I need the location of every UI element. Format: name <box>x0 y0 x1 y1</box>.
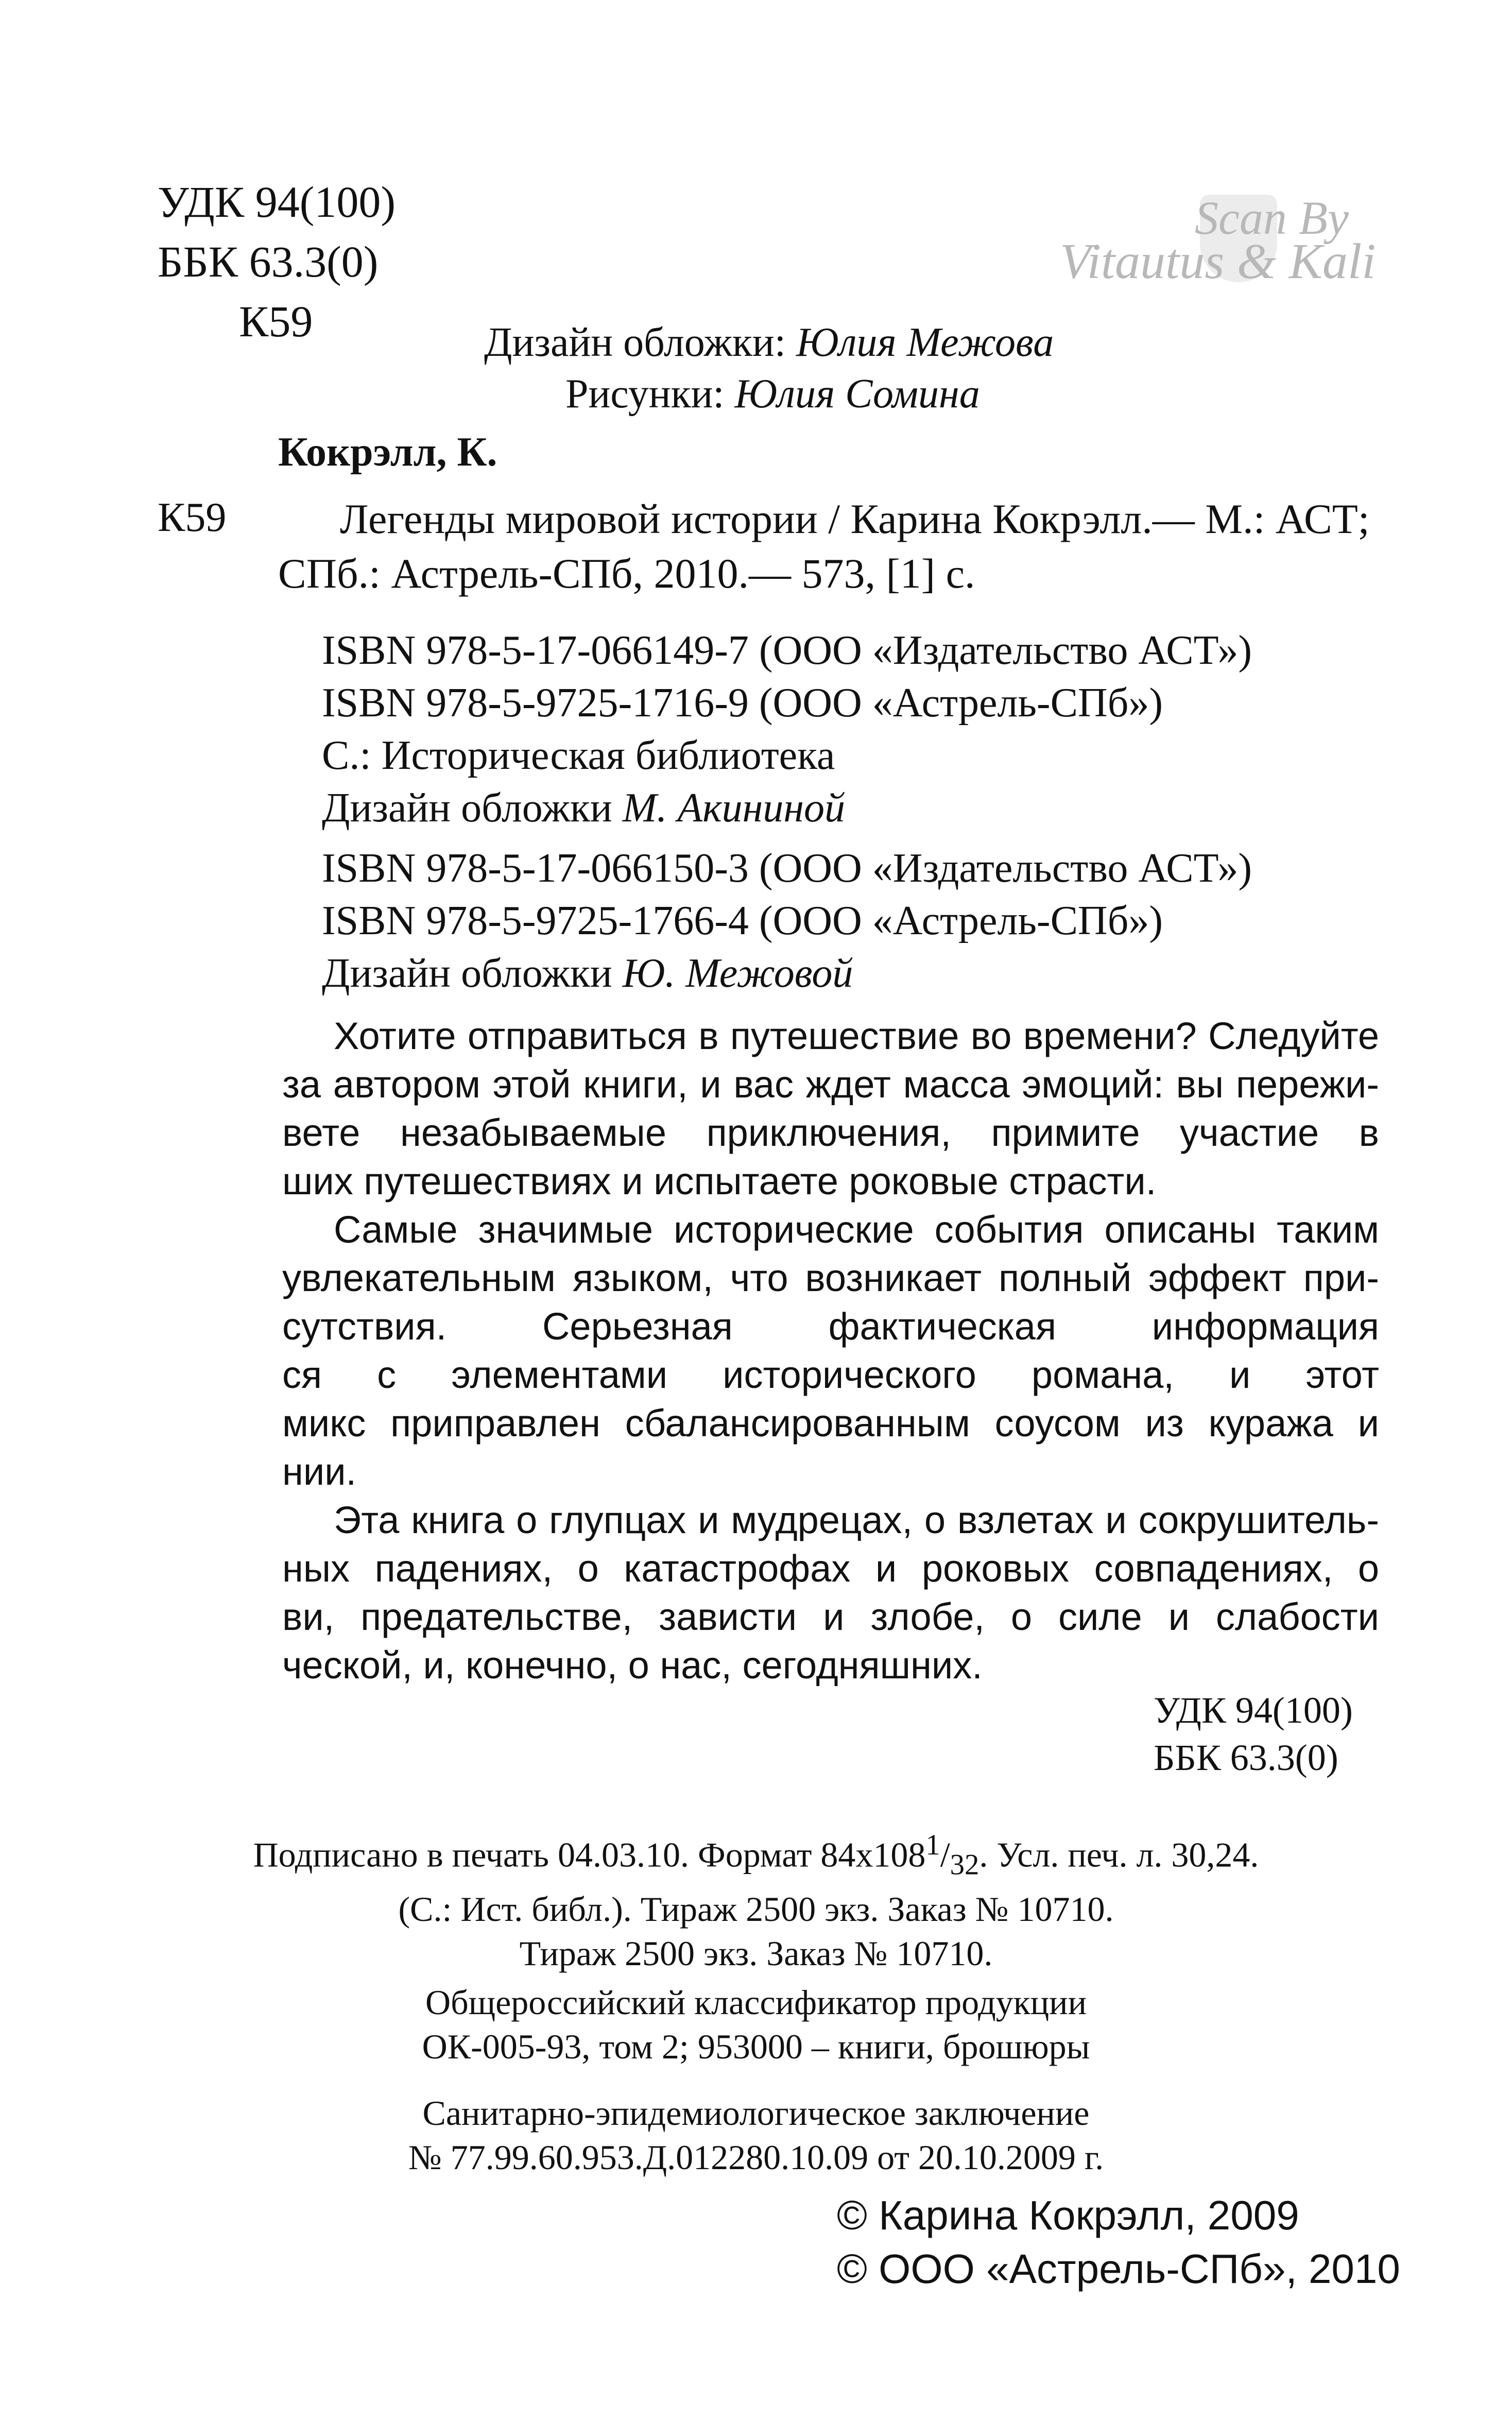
illustrator-name: Юлия Сомина <box>734 371 980 417</box>
bibliographic-line-2: СПб.: Астрель-СПб, 2010.— 573, [1] с. <box>278 550 975 597</box>
cover-design-a-name: М. Акининой <box>622 785 846 831</box>
isbn-group-a <box>322 624 1252 834</box>
cover-design-b-name: Ю. Межовой <box>622 951 853 996</box>
annotation-line: за автором этой книги, и вас ждет масса эмоций: вы пережи- <box>282 1063 1379 1106</box>
isbn-b-1: ISBN 978-5-17-066150-3 (ООО «Издательство АСТ») <box>322 846 1252 891</box>
print-signed-line: Подписано в печать 04.03.10. Формат $84х108^1/_{32}$. Усл. печ. л. 30,24. <box>253 1829 1259 1881</box>
author-heading: Кокрэлл, К. <box>278 430 497 475</box>
bibliographic-description <box>278 492 1370 601</box>
isbn-group-b <box>322 842 1252 1000</box>
sanitary-line-2: № 77.99.60.953.Д.012280.10.09 от 20.10.2009 г. <box>408 2138 1104 2177</box>
bbk-code: ББК 63.3(0) <box>158 237 379 286</box>
annotation-line: ся с элементами исторического романа, и этот <box>282 1353 1379 1396</box>
annotation-paragraph-1 <box>282 1012 1379 1206</box>
annotation-line: ческой, и, конечно, о нас, сегодняшних. <box>282 1644 983 1687</box>
illustration-credits <box>484 317 1054 420</box>
annotation <box>282 1012 1379 1690</box>
annotation-line: Хотите отправиться в путешествие во времени? Следуйте <box>334 1015 1379 1057</box>
cover-design-a <box>322 782 1252 834</box>
copyright-publisher: © ООО «Астрель-СПб», 2010 <box>837 2246 1400 2292</box>
print-run-line-2: Тираж 2500 экз. Заказ № 10710. <box>519 1934 993 1973</box>
annotation-line: ных падениях, о катастрофах и роковых совпадениях, о <box>282 1547 1379 1590</box>
sanitary-line-1: Санитарно-эпидемиологическое заключение <box>422 2093 1090 2133</box>
print-run-line-1: (С.: Ист. библ.). Тираж 2500 экз. Заказ № 10710. <box>398 1889 1114 1929</box>
cover-design-b <box>322 947 1252 1000</box>
annotation-line: микс приправлен сбалансированным соусом из куража и <box>282 1402 1379 1445</box>
series-name: С.: Историческая библиотека <box>322 733 835 778</box>
copyright-author: © Карина Кокрэлл, 2009 <box>837 2192 1299 2238</box>
annotation-line: Эта книга о глупцах и мудрецах, о взлетах и сокрушитель- <box>334 1499 1379 1541</box>
udk-code: УДК 94(100) <box>158 177 396 227</box>
watermark-line-1: Scan By <box>1195 192 1349 244</box>
cover-designer-name: Юлия Межова <box>796 320 1054 365</box>
publication-info <box>0 1823 1512 1976</box>
format-numerator: 1 <box>925 1829 940 1861</box>
annotation-line: вете незабываемые приключения, примите участие в <box>282 1111 1379 1154</box>
top-index-codes <box>158 172 396 351</box>
bbk-code-right: ББК 63.3(0) <box>1154 1737 1338 1778</box>
author-sign-code: К59 <box>239 297 313 346</box>
classifier-line-1: Общероссийский классификатор продукции <box>425 1983 1087 2022</box>
product-classifier <box>0 1980 1512 2069</box>
copyright-notice <box>837 2189 1400 2296</box>
print-signed-suffix: . Усл. печ. л. 30,24. <box>979 1835 1259 1875</box>
watermark-line-2: Vitautus & Kali <box>1060 234 1376 289</box>
cover-design-label: Дизайн обложки: <box>484 320 786 365</box>
annotation-paragraph-2 <box>282 1206 1379 1496</box>
isbn-b-2: ISBN 978-5-9725-1766-4 (ООО «Астрель-СПб») <box>322 898 1163 943</box>
index-codes-right <box>1154 1687 1353 1781</box>
udk-code-right: УДК 94(100) <box>1154 1690 1353 1731</box>
sanitary-conclusion <box>0 2091 1512 2179</box>
scan-watermark <box>1060 185 1389 304</box>
annotation-line: увлекательным языком, что возникает полный эффект при- <box>282 1257 1379 1299</box>
bibliographic-sign: К59 <box>158 495 227 540</box>
annotation-line: ви, предательстве, зависти и злобе, о силе и слабости <box>282 1595 1379 1638</box>
isbn-a-2: ISBN 978-5-9725-1716-9 (ООО «Астрель-СПб») <box>322 680 1163 726</box>
bibliographic-line-1: Легенды мировой истории / Карина Кокрэлл.— М.: АСТ; <box>340 495 1370 542</box>
isbn-a-1: ISBN 978-5-17-066149-7 (ООО «Издательство АСТ») <box>322 628 1252 673</box>
annotation-paragraph-3 <box>282 1496 1379 1690</box>
annotation-line: Самые значимые исторические события описаны таким <box>334 1208 1379 1251</box>
classifier-line-2: ОК-005-93, том 2; 953000 – книги, брошюры <box>422 2027 1090 2066</box>
print-signed-prefix: Подписано в печать 04.03.10. Формат 84х108 <box>253 1835 926 1875</box>
annotation-line: нии. <box>282 1450 357 1493</box>
annotation-line: ших путешествиях и испытаете роковые страсти. <box>282 1160 1157 1203</box>
cover-design-a-label: Дизайн обложки <box>322 785 612 831</box>
format-denominator: 32 <box>950 1849 980 1881</box>
drawings-credit <box>484 368 1054 420</box>
drawings-label: Рисунки: <box>565 371 725 417</box>
cover-design-credit <box>484 317 1054 368</box>
annotation-line: сутствия. Серьезная фактическая информация <box>282 1305 1379 1348</box>
cover-design-b-label: Дизайн обложки <box>322 951 612 996</box>
